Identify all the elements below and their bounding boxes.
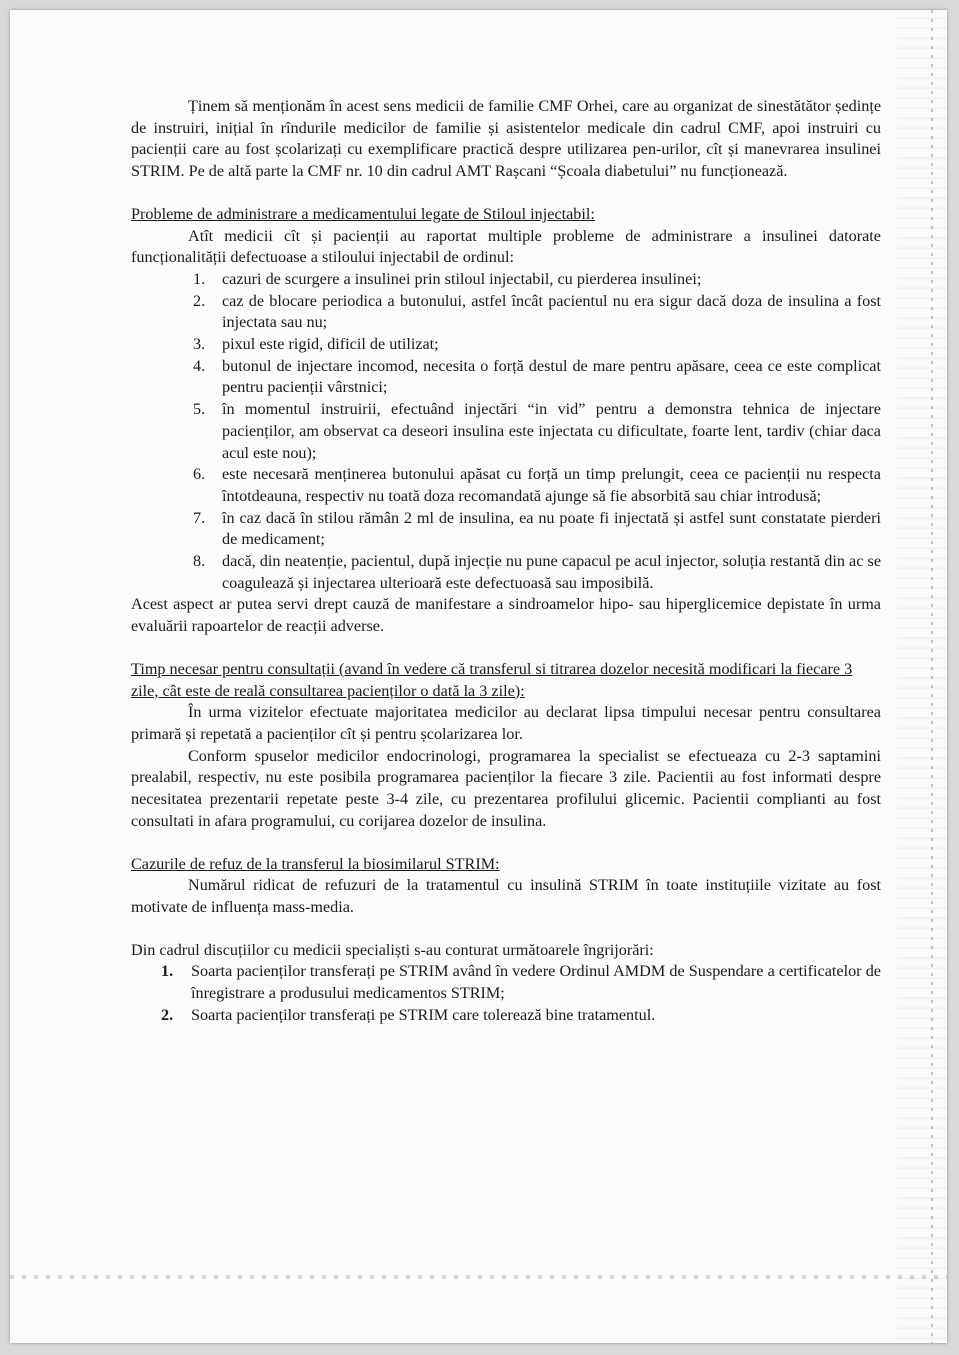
consultatii-paragraph-2: Conform spuselor medicilor endocrinologi, programarea la specialist se efectueaza cu 2-3 saptamini prealabil, respectiv, nu este posibila programarea pacienților la fiecare 3 zile. Pacientii au fost informati despre necesitatea prezentarii repetate peste 3-4 zile, cu prezentarea profilului glicemic. Pacientii complianti au fost consultati in afara programului, cu corijarea dozelor de insulina. [131, 746, 881, 830]
intro-paragraph: Ținem să menționăm în acest sens medicii de familie CMF Orhei, care au organizat de sinestătător ședințe de instruiri, inițial în rîndurile medicilor de familie și asistentelor medicale din cadrul CMF, apoi instruiri cu pacienții care au fost școlarizați cu exemplificare practică despre utilizarea pen-urilor, cît și manevrarea insulinei STRIM. Pe de altă parte la CMF nr. 10 din cadrul AMT Rașcani “Școala diabetului” nu funcționează. [131, 97, 881, 181]
list-item: 5. în momentul instruirii, efectuând injectări “in vid” pentru a demonstra tehnica de injectare pacienților, am observat ca deseori insulina este injectata cu dificultate, foarte lent, tardiv (chiar daca acul este nou); [193, 400, 881, 462]
list-item: 2. Soarta pacienților transferați pe STRIM care tolerează bine tratamentul. [161, 1005, 656, 1024]
section-closing-stilou: Acest aspect ar putea servi drept cauză de manifestare a sindroamelor hipo- sau hiperglicemice depistate în urma evaluării rapoartelor de reacții adverse. [131, 595, 881, 636]
document-page [10, 10, 947, 1343]
section-intro-stilou: Atît medicii cît și pacienții au raportat multiple probleme de administrare a insulinei datorate funcționalității defectuoase a stiloului injectabil de ordinul: [131, 226, 881, 267]
section-heading-consultatii: Timp necesar pentru consultații (avand în vedere că transferul si titrarea dozelor necesită modificari la fiecare 3 zile, cât este de reală consultarea pacienților o dată la 3 zile): [131, 659, 853, 700]
section-heading-refuz: Cazurile de refuz de la transferul la biosimilarul STRIM: [131, 854, 500, 873]
consultatii-paragraph-1: În urma vizitelor efectuate majoritatea medicilor au declarat lipsa timpului necesar pentru consultarea primară și repetată a pacienților cît și pentru școlarizarea lor. [131, 703, 881, 743]
refuz-paragraph: Numărul ridicat de refuzuri de la tratamentul cu insulină STRIM în toate instituțiile vizitate au fost motivate de influența mass-media. [131, 876, 881, 916]
list-item: 1. Soarta pacienților transferați pe STRIM având în vedere Ordinul AMDM de Suspendare a certificatelor de înregistrare a produsului medicamentos STRIM; [161, 962, 881, 1003]
list-item: 1. cazuri de scurgere a insulinei prin stiloul injectabil, cu pierderea insulinei; [193, 269, 702, 288]
list-item: 6. este necesară menținerea butonului apăsat cu forță un timp prelungit, ceea ce pacienții nu respecta întotdeauna, respectiv nu toată doza recomandată ajunge să fie absorbită sau chiar introdusă; [193, 465, 881, 505]
list-item: 8. dacă, din neatenție, pacientul, după injecție nu pune capacul pe acul injector, soluția restantă din ac se coagulează și injectarea ulterioară este defectuoasă sau imposibilă. [193, 552, 881, 592]
list-item: 2. caz de blocare periodica a butonului, astfel încât pacientul nu era sigur dacă doza de insulina a fost injectata sau nu; [193, 291, 881, 332]
list-item: 7. în caz dacă în stilou rămân 2 ml de insulina, ea nu poate fi injectată și astfel sunt constatate pierderi de medicament; [193, 508, 881, 549]
concern-list [131, 961, 881, 1026]
list-item: 4. butonul de injectare incomod, necesita o forță destul de mare pentru apăsare, ceea ce este complicat pentru pacienții vârstnici; [193, 356, 881, 397]
section-heading-stilou: Probleme de administrare a medicamentului legate de Stiloul injectabil: [131, 204, 595, 223]
list-item: 3. pixul este rigid, dificil de utilizat; [193, 335, 439, 354]
ingrijorari-intro: Din cadrul discuțiilor cu medicii specialiști s-au conturat următoarele îngrijorări: [131, 940, 654, 959]
scan-artifact-edge [897, 10, 947, 1343]
document-body [131, 96, 881, 1026]
scan-artifact-line [10, 1275, 947, 1279]
problem-list [131, 269, 881, 595]
